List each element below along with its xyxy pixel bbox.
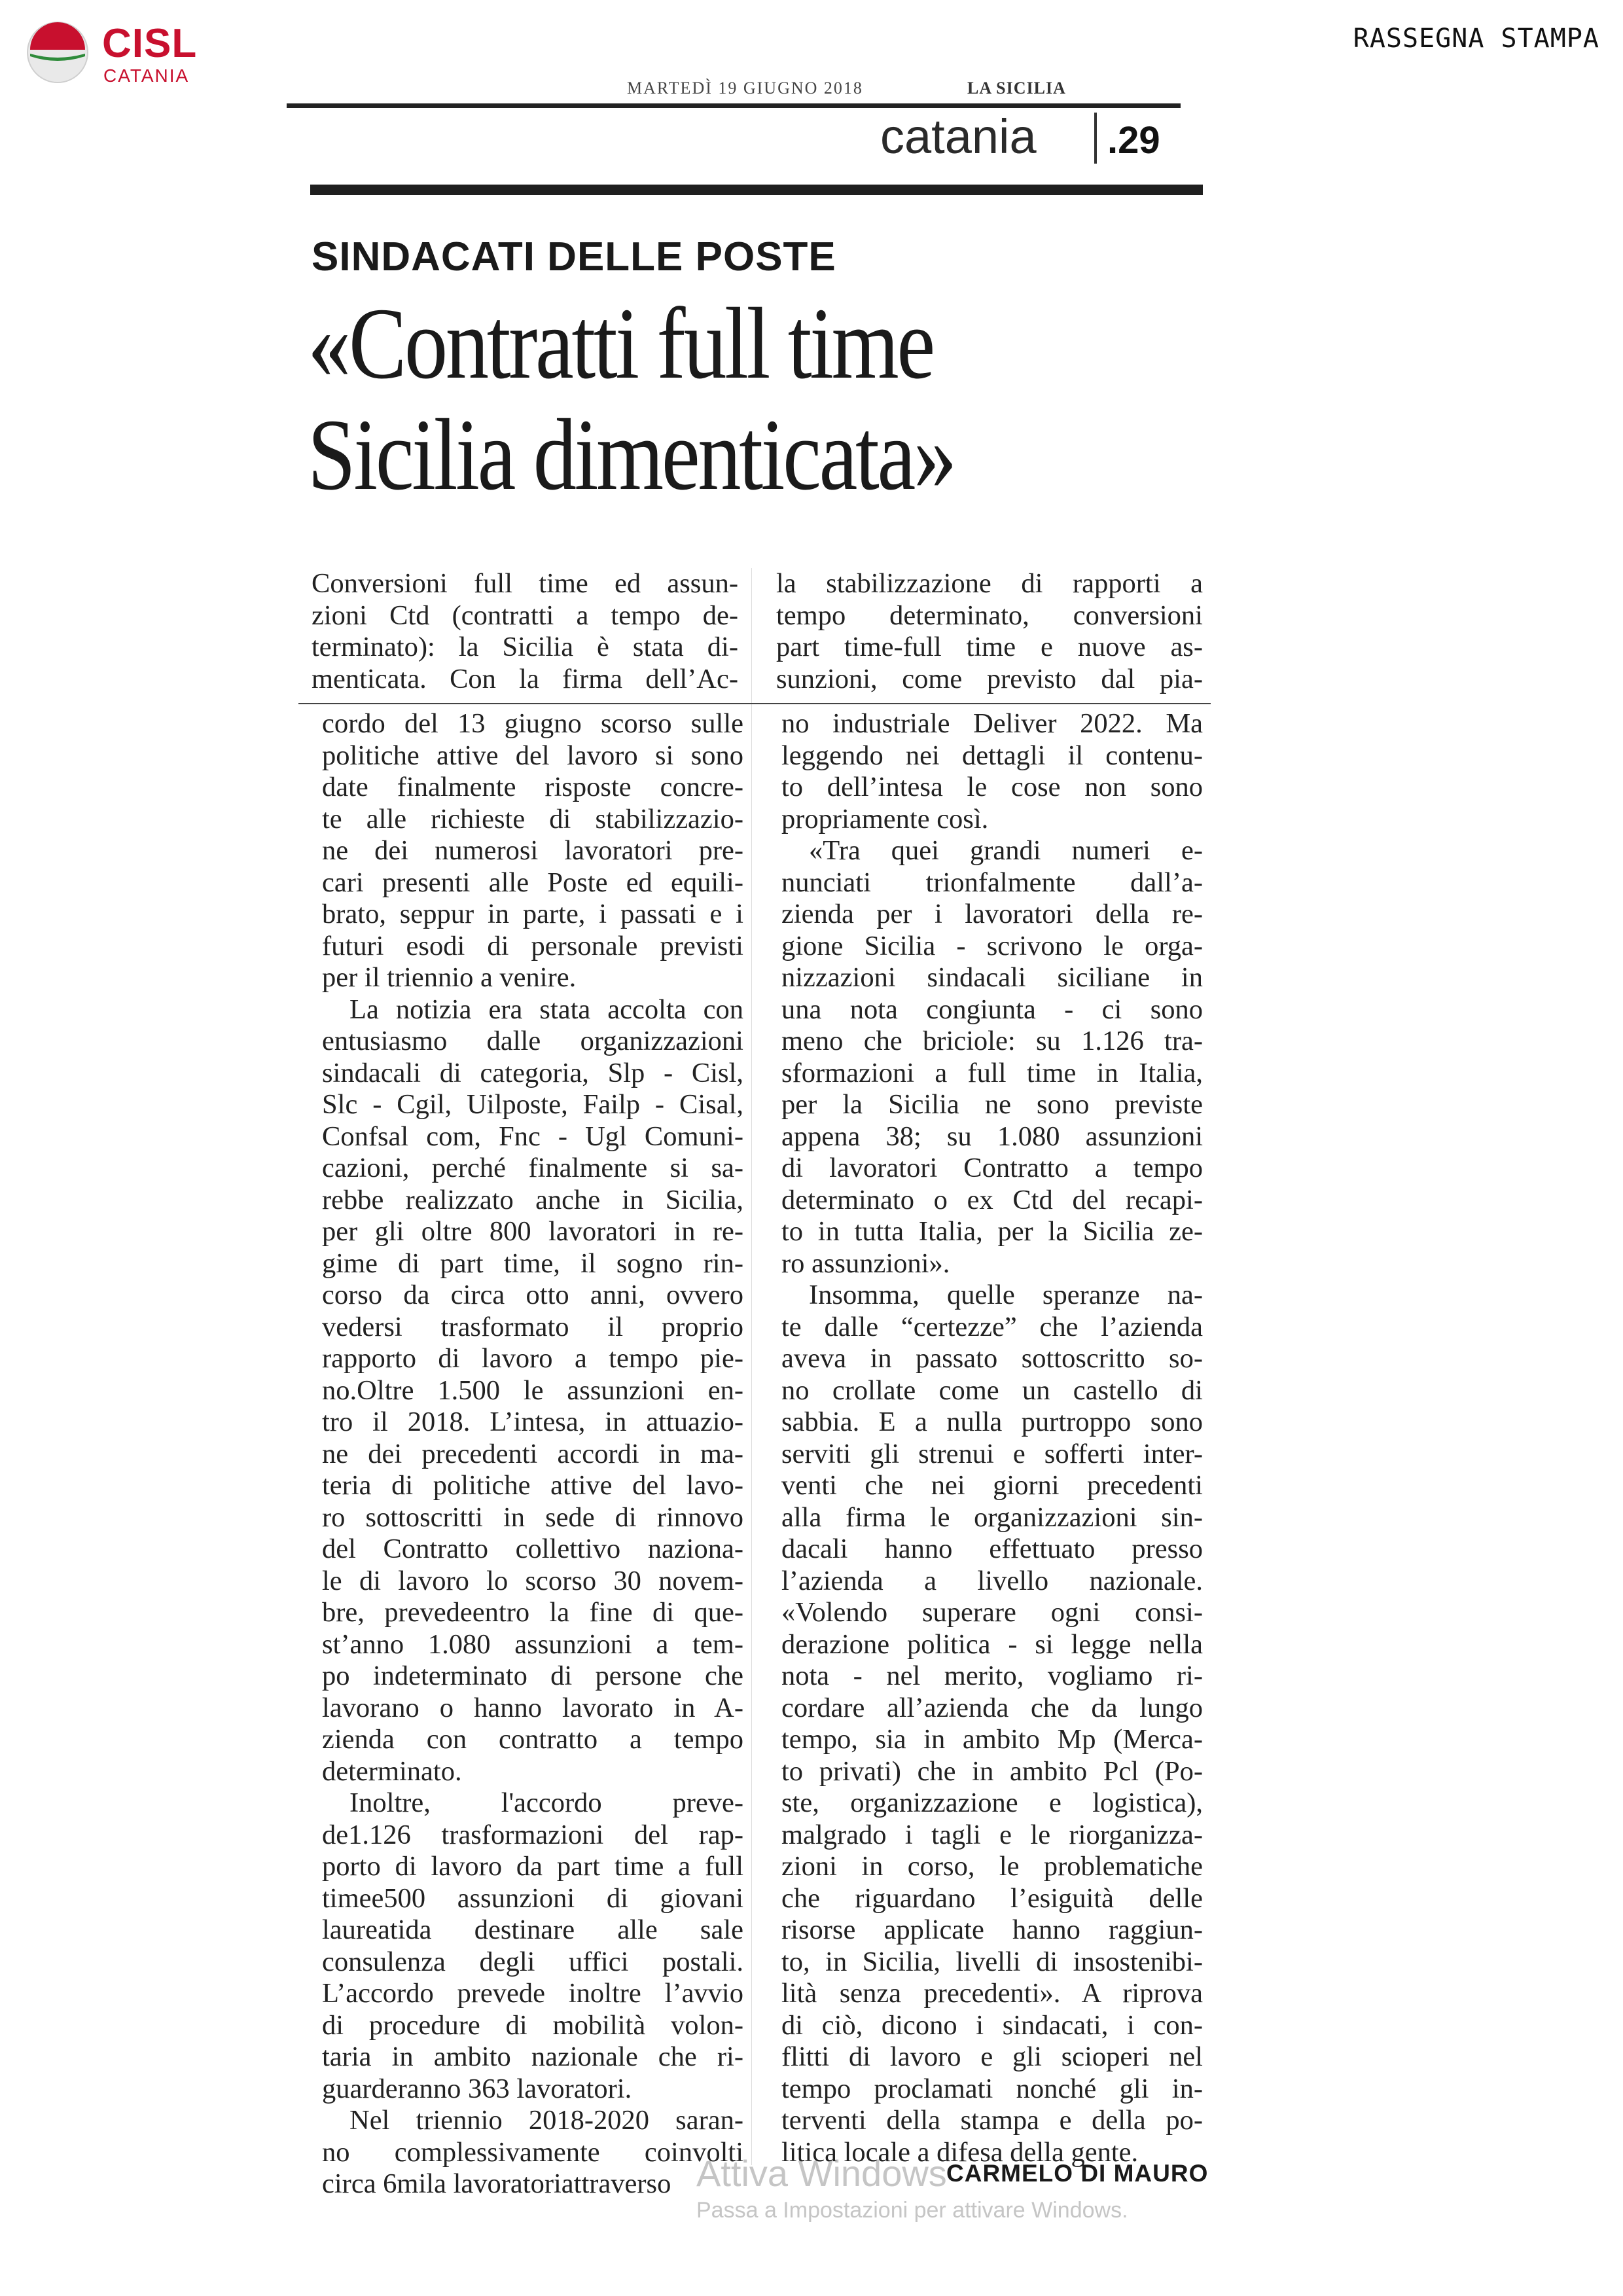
page-number: .29 <box>1107 119 1160 162</box>
text-line: sindacali di categoria, Slp - Cisl, <box>322 1057 743 1088</box>
text-line: ne dei precedenti accordi in ma- <box>322 1438 743 1469</box>
text-line: appena 38; su 1.080 assunzioni <box>781 1121 1203 1152</box>
text-line: La notizia era stata accolta con <box>349 994 743 1025</box>
text-line: entusiasmo dalle organizzazioni <box>322 1026 743 1056</box>
masthead-rule <box>310 185 1203 195</box>
text-line: vedersi trasformato il proprio <box>322 1311 743 1342</box>
text-line: sabbia. E a nulla purtroppo sono <box>781 1407 1203 1437</box>
text-line: sunzioni, come previsto dal pia- <box>776 663 1203 694</box>
text-line: l’azienda a livello nazionale. <box>781 1565 1203 1596</box>
text-line: di procedure di mobilità volon- <box>322 2009 743 2041</box>
text-line: Slc - Cgil, Uilposte, Failp - Cisal, <box>322 1089 743 1120</box>
text-line: determinato. <box>322 1755 462 1787</box>
text-line: zioni Ctd (contratti a tempo de- <box>312 600 738 631</box>
text-line: per il triennio a venire. <box>322 962 577 993</box>
text-line: alla firma le organizzazioni sin- <box>781 1501 1203 1533</box>
text-line: per la Sicilia ne sono previste <box>781 1089 1203 1120</box>
logo-subtitle: CATANIA <box>103 65 190 86</box>
text-line: po indeterminato di persone che <box>322 1660 743 1691</box>
text-line: malgrado i tagli e le riorganizza- <box>781 1819 1203 1850</box>
text-line: lavorano o hanno lavorato in A- <box>322 1692 743 1723</box>
text-line: nizzazioni sindacali siciliane in <box>781 962 1203 993</box>
text-line: gime di part time, il sogno rin- <box>322 1247 743 1279</box>
article-headline <box>308 288 1086 511</box>
text-line: Nel triennio 2018-2020 saran- <box>349 2105 743 2136</box>
text-line: ne dei numerosi lavoratori pre- <box>322 835 743 866</box>
text-line: cordo del 13 giugno scorso sulle <box>322 708 743 739</box>
text-line: Confsal com, Fnc - Ugl Comuni- <box>322 1121 743 1152</box>
text-line: gione Sicilia - scrivono le orga- <box>781 930 1203 961</box>
article-kicker: SINDACATI DELLE POSTE <box>312 234 836 279</box>
text-line: tempo proclamati nonché gli in- <box>781 2073 1203 2104</box>
cisl-logo <box>25 20 215 92</box>
text-line: tempo, sia in ambito Mp (Merca- <box>781 1724 1203 1755</box>
text-line: aveva in passato sottoscritto so- <box>781 1343 1203 1374</box>
text-line: ro assunzioni». <box>781 1247 950 1279</box>
text-line: Inoltre, l'accordo preve- <box>349 1787 743 1818</box>
text-line: brato, seppur in parte, i passati e i <box>322 899 743 929</box>
headline-line: Sicilia dimenticata» <box>308 398 955 511</box>
text-line: terminato): la Sicilia è stata di- <box>312 632 738 662</box>
text-line: zienda per i lavoratori della re- <box>781 899 1203 929</box>
text-line: to privati) che in ambito Pcl (Po- <box>781 1755 1203 1787</box>
text-line: le di lavoro lo scorso 30 novem- <box>322 1565 743 1596</box>
text-line: una nota congiunta - ci sono <box>781 994 1203 1025</box>
text-line: determinato o ex Ctd del recapi- <box>781 1184 1203 1215</box>
lead-column-left <box>312 568 738 695</box>
text-line: flitti di lavoro e gli scioperi nel <box>781 2041 1203 2072</box>
text-line: terventi della stampa e della po- <box>781 2105 1203 2136</box>
text-line: teria di politiche attive del lavo- <box>322 1470 743 1501</box>
text-line: cari presenti alle Poste ed equili- <box>322 867 743 898</box>
logo-name: CISL <box>102 21 198 66</box>
text-line: leggendo nei dettagli il contenu- <box>781 740 1203 771</box>
text-line: futuri esodi di personale previsti <box>322 930 743 961</box>
text-line: nunciati trionfalmente dall’a- <box>781 867 1203 898</box>
text-line: te alle richieste di stabilizzazio- <box>322 803 743 834</box>
text-line: no.Oltre 1.500 le assunzioni en- <box>322 1374 743 1406</box>
text-line: date finalmente risposte concre- <box>322 772 743 802</box>
lead-column-right <box>776 568 1203 695</box>
text-line: rapporto di lavoro a tempo pie- <box>322 1343 743 1374</box>
text-line: cazioni, perché finalmente si sa- <box>322 1153 743 1183</box>
body-column-right <box>781 708 1203 2168</box>
text-line: «Volendo superare ogni consi- <box>781 1597 1203 1628</box>
text-line: taria in ambito nazionale che ri- <box>322 2041 743 2072</box>
text-line: sformazioni a full time in Italia, <box>781 1057 1203 1088</box>
column-divider <box>751 568 752 2165</box>
column-rule <box>298 703 1211 704</box>
text-line: nota - nel merito, vogliamo ri- <box>781 1660 1203 1691</box>
text-line: guarderanno 363 lavoratori. <box>322 2073 632 2104</box>
section-separator <box>1094 113 1097 164</box>
text-line: per gli oltre 800 lavoratori in re- <box>322 1216 743 1247</box>
text-line: ro sottoscritti in sede di rinnovo <box>322 1501 743 1533</box>
text-line: menticata. Con la firma dell’Ac- <box>312 663 738 694</box>
issue-date: MARTEDÌ 19 GIUGNO 2018 <box>627 79 863 98</box>
text-line: st’anno 1.080 assunzioni a tem- <box>322 1628 743 1660</box>
text-line: «Tra quei grandi numeri e- <box>809 835 1203 866</box>
text-line: zienda con contratto a tempo <box>322 1724 743 1755</box>
text-line: venti che nei giorni precedenti <box>781 1470 1203 1501</box>
text-line: risorse applicate hanno raggiun- <box>781 1914 1203 1945</box>
text-line: di lavoratori Contratto a tempo <box>781 1153 1203 1183</box>
text-line: la stabilizzazione di rapporti a <box>776 568 1203 599</box>
text-line: timee500 assunzioni di giovani <box>322 1882 743 1914</box>
text-line: tempo determinato, conversioni <box>776 600 1203 631</box>
text-line: ste, organizzazione e logistica), <box>781 1787 1203 1818</box>
text-line: circa 6mila lavoratoriattraverso <box>322 2168 671 2199</box>
byline: CARMELO DI MAURO <box>946 2160 1209 2187</box>
press-review-label: RASSEGNA STAMPA <box>1353 24 1599 54</box>
text-line: serviti gli strenui e sofferti inter- <box>781 1438 1203 1469</box>
activation-watermark-title: Attiva Windows <box>696 2153 947 2194</box>
text-line: Conversioni full time ed assun- <box>312 568 738 599</box>
text-line: del Contratto collettivo naziona- <box>322 1534 743 1564</box>
text-line: derazione politica - si legge nella <box>781 1628 1203 1660</box>
newspaper-name: LA SICILIA <box>967 79 1066 98</box>
text-line: propriamente così. <box>781 803 989 834</box>
text-line: to in tutta Italia, per la Sicilia ze- <box>781 1216 1203 1247</box>
text-line: L’accordo prevede inoltre l’avvio <box>322 1978 743 2009</box>
text-line: to dell’intesa le cose non sono <box>781 772 1203 802</box>
text-line: Insomma, quelle speranze na- <box>809 1280 1203 1310</box>
body-column-left <box>322 708 743 2200</box>
text-line: litica locale a difesa della gente. <box>781 2136 1139 2168</box>
text-line: to, in Sicilia, livelli di insostenibi- <box>781 1946 1203 1977</box>
text-line: tro il 2018. L’intesa, in attuazio- <box>322 1407 743 1437</box>
text-line: no crollate come un castello di <box>781 1374 1203 1406</box>
text-line: bre, prevedeentro la fine di que- <box>322 1597 743 1628</box>
text-line: politiche attive del lavoro si sono <box>322 740 743 771</box>
text-line: lità senza precedenti». A riprova <box>781 1978 1203 2009</box>
text-line: cordare all’azienda che da lungo <box>781 1692 1203 1723</box>
text-line: de1.126 trasformazioni del rap- <box>322 1819 743 1850</box>
text-line: che riguardano l’esiguità delle <box>781 1882 1203 1914</box>
text-line: te dalle “certezze” che l’azienda <box>781 1311 1203 1342</box>
text-line: zioni in corso, le problematiche <box>781 1851 1203 1882</box>
text-line: meno che briciole: su 1.126 tra- <box>781 1026 1203 1056</box>
text-line: laureatida destinare alle sale <box>322 1914 743 1945</box>
text-line: no complessivamente coinvolti <box>322 2136 743 2168</box>
text-line: di ciò, dicono i sindacati, i con- <box>781 2009 1203 2041</box>
text-line: no industriale Deliver 2022. Ma <box>781 708 1203 739</box>
activation-watermark-subtitle: Passa a Impostazioni per attivare Windows. <box>696 2198 1128 2223</box>
cisl-logo-mark-icon <box>25 20 90 85</box>
top-rule <box>287 103 1181 108</box>
text-line: part time-full time e nuove as- <box>776 632 1203 662</box>
text-line: dacali hanno effettuato presso <box>781 1534 1203 1564</box>
headline-line: «Contratti full time <box>308 287 933 400</box>
text-line: rebbe realizzato anche in Sicilia, <box>322 1184 743 1215</box>
text-line: porto di lavoro da part time a full <box>322 1851 743 1882</box>
section-name: catania <box>880 109 1037 164</box>
text-line: corso da circa otto anni, ovvero <box>322 1280 743 1310</box>
text-line: consulenza degli uffici postali. <box>322 1946 743 1977</box>
